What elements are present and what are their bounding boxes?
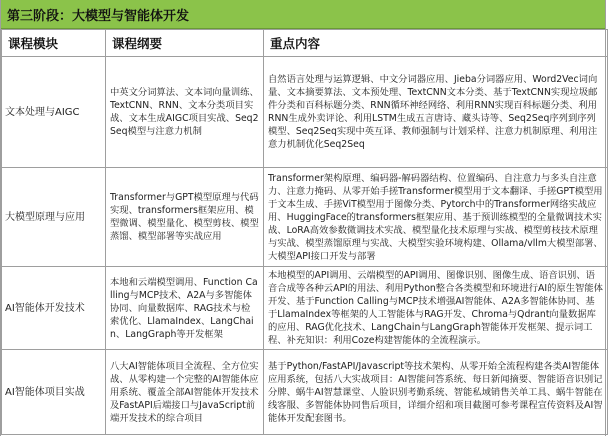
module-cell: AI智能体项目实战 (2, 350, 106, 435)
outline-cell: 本地和云端模型调用、Function Calling与MCP技术、A2A与多智能体协同、向量数据库、RAG技术与检索优化、LlamaIndex、LangChain、LangGraph等开发框架 (106, 267, 264, 350)
module-cell: 文本处理与AIGC (2, 57, 106, 168)
outline-cell: 中英文分词算法、文本词向量训练、TextCNN、RNN、文本分类项目实战、文本生成AIGC项目实战、Seq2Seq模型与注意力机制 (106, 57, 264, 168)
header-key-points: 重点内容 (264, 30, 608, 57)
table-row (2, 168, 608, 267)
key-points-cell: Transformer架构原理、编码器-解码器结构、位置编码、自注意力与多头自注意力、注意力掩码、从零开始手搓Transformer模型用于文本翻译、手搓GPT模型用于文本生成、手搓ViT模型用于图像分类、Pytorch中的Transformer网络实战应用、HuggingFace的transformers框架应用、基于预训练模型的全量微调技术实战、LoRA高效参数微调技术实战、模型量化技术原理与实战、模型剪枝技术原理与实战、模型蒸馏原理与实战、大模型实验环境构建、Ollama/vllm大模型部署、大模型API接口开发与部署 (264, 168, 608, 267)
outline-cell: 八大AI智能体项目全流程、全方位实战、从零构建一个完整的AI智能体应用系统、覆盖全部AI智能体开发技术及FastAPI后端接口与JavaScript前端开发技术的综合项目 (106, 350, 264, 435)
key-points-cell: 本地模型的API调用、云端模型的API调用、图像识别、图像生成、语音识别、语音合成等各种云API的用法、利用Python整合各类模型和环境进行AI的原生智能体开发、基于Function Calling与MCP技术增强AI智能体、A2A多智能体协同、基于LlamaIndex等框架的人工智能体与RAG开发、Chroma与Qdrant向量数据库的应用、RAG优化技术、LangChain与LangGraph智能体开发框架、提示词工程、补充知识：利用Coze构建智能体的全流程演示。 (264, 267, 608, 350)
table-row (2, 350, 608, 435)
table-row (2, 267, 608, 350)
module-cell: AI智能体开发技术 (2, 267, 106, 350)
stage-title: 第三阶段：大模型与智能体开发 (1, 0, 605, 29)
module-cell: 大模型原理与应用 (2, 168, 106, 267)
outline-cell: Transformer与GPT模型原理与代码实现、transformers框架应用、模型微调、模型量化、模型剪枝、模型蒸馏、模型部署等实战应用 (106, 168, 264, 267)
key-points-cell: 自然语言处理与运算逻辑、中文分词器应用、Jieba分词器应用、Word2Vec词向量、文本摘要算法、文本预处理、TextCNN文本分类、基于TextCNN实现垃圾邮件分类和百科标题分类、RNN循环神经网络、利用RNN实现百科标题分类、利用RNN生成外卖评论、利用LSTM生成五言唐诗、藏头诗等、Seq2Seq序列到序列模型、Seq2Seq实现中英互译、教师强制与计划采样、注意力机制原理、利用注意力机制优化Seq2Seq (264, 57, 608, 168)
table-row (2, 57, 608, 168)
header-outline: 课程纲要 (106, 30, 264, 57)
table-header-row (2, 30, 608, 57)
course-table (1, 29, 608, 435)
key-points-cell: 基于Python/FastAPI/Javascript等技术架构、从零开始全流程构建各类AI智能体应用系统，包括八大实战项目：AI智能问答系统、每日新闻摘要、智能语音识别记分牌、蜗牛AI智慧课堂、人脸识别考勤系统、智能私域销售关单工具、蜗牛智能在线客服、多智能体协同售后项目，详细介绍和项目截图可参考课程宣传资料及AI智能体开发配套图书。 (264, 350, 608, 435)
header-module: 课程模块 (2, 30, 106, 57)
